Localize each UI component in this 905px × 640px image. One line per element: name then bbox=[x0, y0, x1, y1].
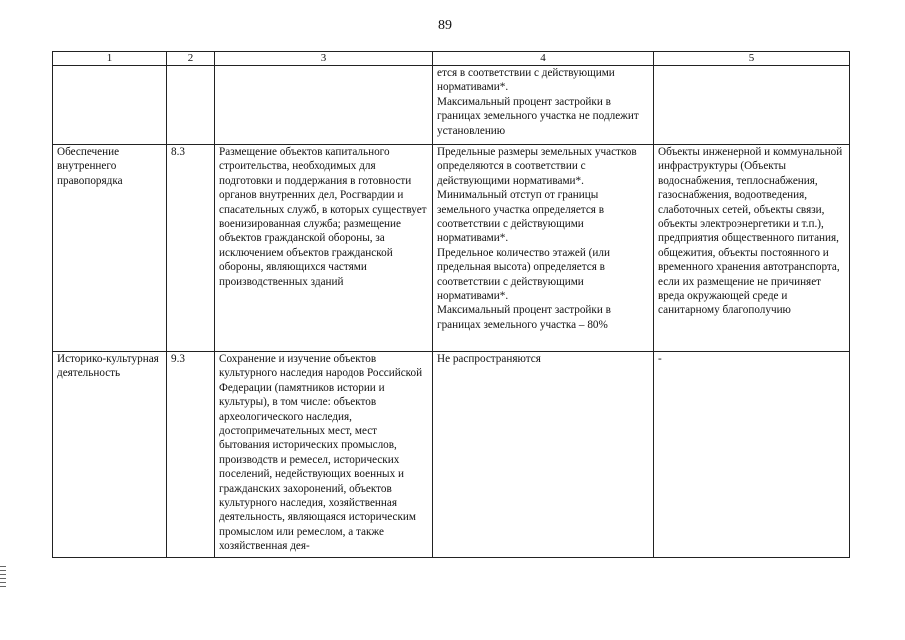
table-row-continuation bbox=[53, 66, 850, 145]
parameter-paragraph: Предельные размеры земельных участков определяются в соответствии с действующими нормативами*. bbox=[437, 146, 637, 187]
cell-parameters bbox=[433, 66, 654, 145]
table-row-law-enforcement bbox=[53, 145, 850, 352]
parameter-paragraph: ется в соответствии с действующими нормативами*. bbox=[437, 67, 615, 94]
cell-related-uses: - bbox=[654, 352, 850, 558]
cell-use-code: 8.3 bbox=[167, 145, 215, 352]
column-header-2: 2 bbox=[167, 52, 215, 66]
cell-related-uses: Объекты инженерной и коммунальной инфраструктуры (Объекты водоснабжения, теплоснабжения, газоснабжения, водоотведения, слаботочных сетей, объекты связи, объекты электроэнергетики и т.п.), предприятия общественного питания, общежития, объекты постоянного и временного хранения автотранспорта, если их размещение не причиняет вреда окружающей среде и санитарному благополучию bbox=[654, 145, 850, 352]
zoning-table bbox=[52, 51, 850, 558]
table-row-cultural-heritage bbox=[53, 352, 850, 558]
cell-use-code: 9.3 bbox=[167, 352, 215, 558]
parameter-paragraph: Не распространяются bbox=[437, 353, 541, 365]
cell-related-uses bbox=[654, 66, 850, 145]
column-header-3: 3 bbox=[215, 52, 433, 66]
parameter-paragraph: Максимальный процент застройки в границах земельного участка не подлежит установлению bbox=[437, 95, 639, 137]
scan-edge-marks bbox=[0, 566, 6, 590]
column-header-5: 5 bbox=[654, 52, 850, 66]
column-header-1: 1 bbox=[53, 52, 167, 66]
cell-parameters bbox=[433, 145, 654, 352]
table-header-row bbox=[53, 52, 850, 66]
parameter-paragraph: Предельное количество этажей (или предельная высота) определяется в соответствии с действующими нормативами*. bbox=[437, 246, 610, 303]
parameter-paragraph: Максимальный процент застройки в границах земельного участка – 80% bbox=[437, 304, 611, 331]
cell-use-name: Историко-культурная деятельность bbox=[53, 352, 167, 558]
page-number: 89 bbox=[438, 18, 452, 33]
cell-parameters bbox=[433, 352, 654, 558]
cell-use-description: Сохранение и изучение объектов культурного наследия народов Российской Федерации (памятников истории и культуры), в том числе: объектов археологического наследия, достопримечательных мест, мест бытования исторических промыслов, производств и ремесел, исторических поселений, недействующих военных и гражданских захоронений, объектов культурного наследия, хозяйственная деятельность, являющаяся историческим промыслом или ремеслом, а также хозяйственная дея- bbox=[215, 352, 433, 558]
cell-use-code bbox=[167, 66, 215, 145]
column-header-4: 4 bbox=[433, 52, 654, 66]
cell-use-name bbox=[53, 66, 167, 145]
cell-use-description: Размещение объектов капитального строительства, необходимых для подготовки и поддержания в готовности органов внутренних дел, Росгвардии и спасательных служб, в которых существует военизированная служба; размещение объектов гражданской обороны, за исключением объектов гражданской обороны, являющихся частями производственных зданий bbox=[215, 145, 433, 352]
cell-use-name: Обеспечение внутреннего правопорядка bbox=[53, 145, 167, 352]
parameter-paragraph: Минимальный отступ от границы земельного участка определяется в соответствии с действующими нормативами*. bbox=[437, 189, 605, 245]
cell-use-description bbox=[215, 66, 433, 145]
